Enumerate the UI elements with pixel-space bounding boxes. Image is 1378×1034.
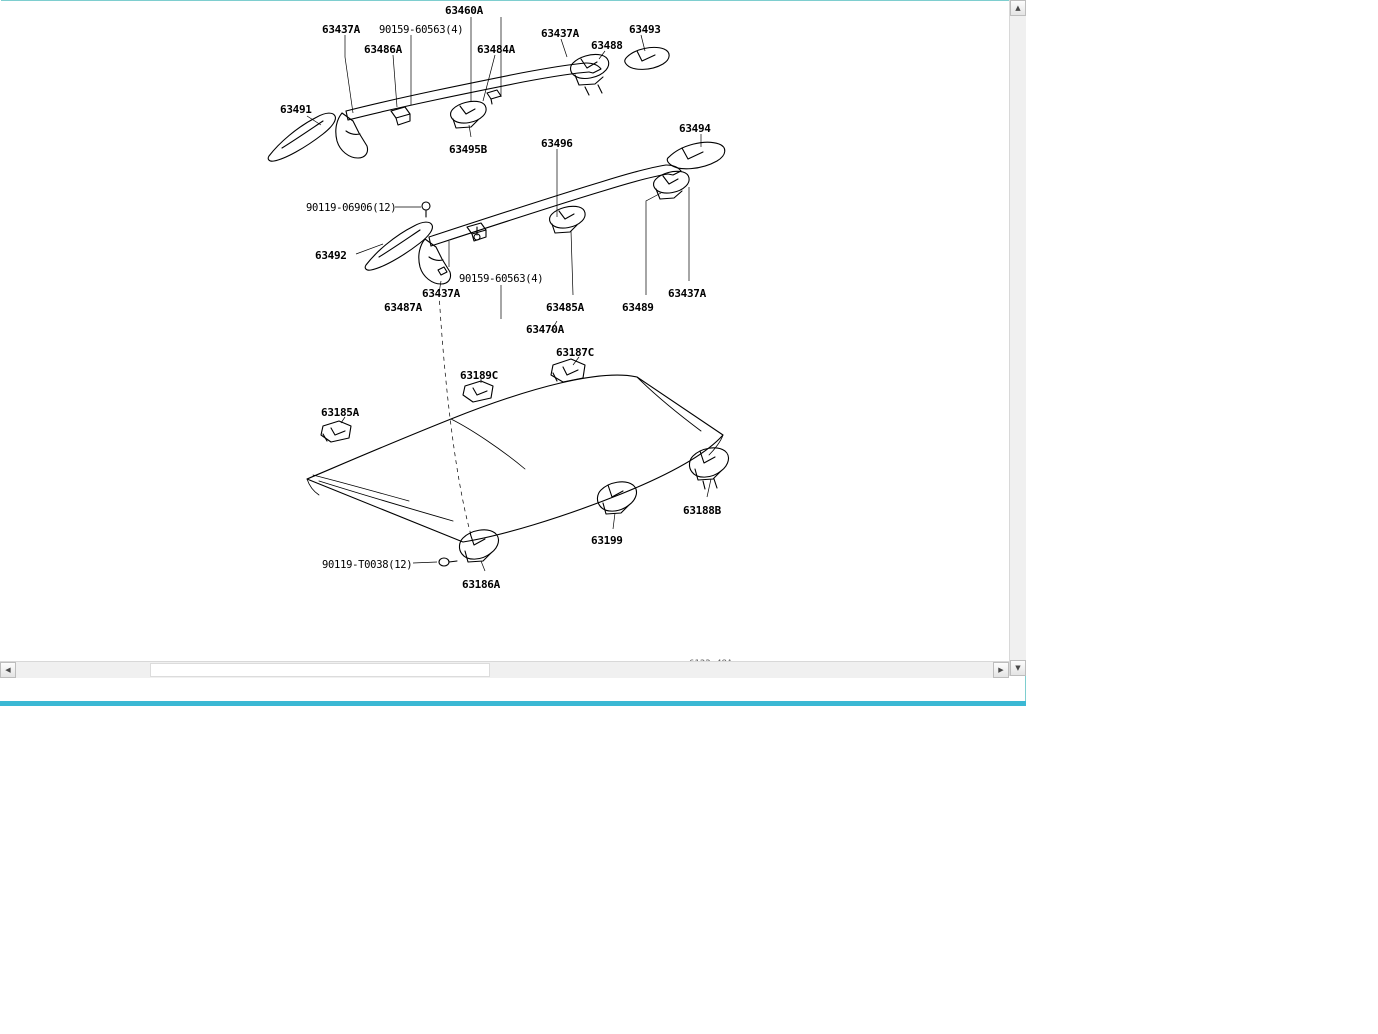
part-label: 63489 xyxy=(622,301,654,314)
horizontal-scrollbar[interactable] xyxy=(0,661,1009,678)
part-label: 63494 xyxy=(679,122,711,135)
part-label: 63495B xyxy=(449,143,487,156)
scroll-left-button[interactable]: ◀ xyxy=(0,662,16,678)
part-label: 63188B xyxy=(683,504,721,517)
part-label: 63437A xyxy=(322,23,360,36)
part-label: 63460A xyxy=(445,4,483,17)
part-label: 90159-60563(4) xyxy=(459,273,544,285)
part-label: 63488 xyxy=(591,39,623,52)
horizontal-scroll-thumb[interactable] xyxy=(150,663,490,677)
part-label: 63496 xyxy=(541,137,573,150)
part-label: 63437A xyxy=(668,287,706,300)
part-label: 63186A xyxy=(462,578,500,591)
parts-diagram-svg xyxy=(1,1,1002,675)
part-label: 63492 xyxy=(315,249,347,262)
part-label: 63487A xyxy=(384,301,422,314)
scroll-up-button[interactable]: ▲ xyxy=(1010,0,1026,16)
diagram-canvas[interactable] xyxy=(1,1,1002,675)
parts-diagram xyxy=(1,1,1002,675)
part-label: 63470A xyxy=(526,323,564,336)
part-label: 63187C xyxy=(556,346,594,359)
part-label: 63185A xyxy=(321,406,359,419)
part-label: 63491 xyxy=(280,103,312,116)
part-label: 63493 xyxy=(629,23,661,36)
vertical-scrollbar[interactable] xyxy=(1009,0,1026,676)
scroll-down-button[interactable]: ▼ xyxy=(1010,660,1026,676)
part-label: 63485A xyxy=(546,301,584,314)
part-label: 63484A xyxy=(477,43,515,56)
part-label: 63437A xyxy=(541,27,579,40)
scroll-right-button[interactable]: ▶ xyxy=(993,662,1009,678)
part-label: 63486A xyxy=(364,43,402,56)
window-bottom-accent-band xyxy=(0,701,1026,706)
part-label: 63437A xyxy=(422,287,460,300)
part-label: 90119-06906(12) xyxy=(306,202,397,214)
part-label: 63189C xyxy=(460,369,498,382)
part-label: 90119-T0038(12) xyxy=(322,559,413,571)
part-label: 90159-60563(4) xyxy=(379,24,464,36)
part-label: 63199 xyxy=(591,534,623,547)
